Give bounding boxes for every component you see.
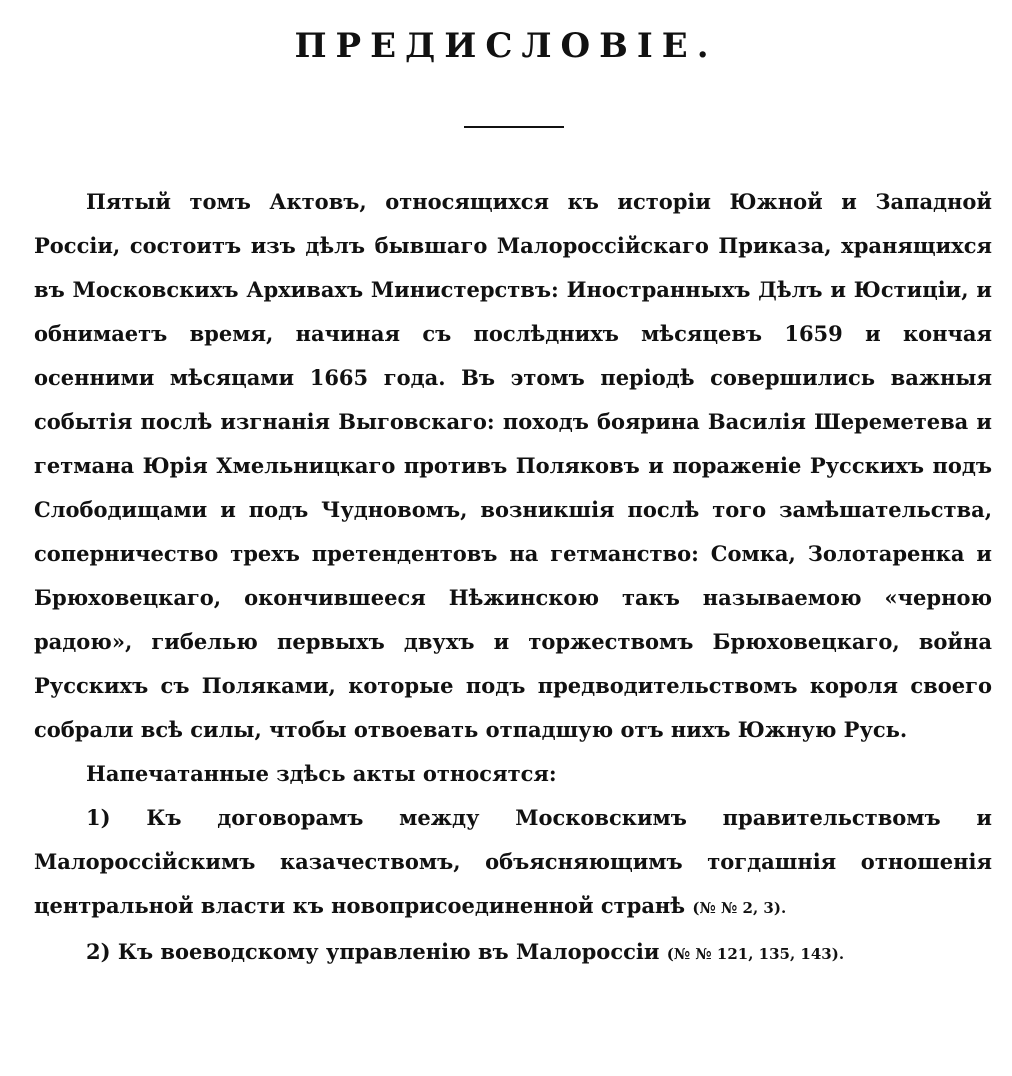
page-title: ПРЕДИСЛОВІЕ. [294, 26, 718, 66]
preface-body [34, 180, 992, 976]
list-item-2-text: 2) Къ воеводскому управленію въ Малороссіи [86, 939, 660, 964]
list-item-1-ref: (№ № 2, 3). [692, 899, 787, 917]
list-item-2 [34, 930, 992, 976]
acts-intro: Напечатанные здѣсь акты относятся: [86, 761, 557, 786]
list-item-1 [34, 796, 992, 930]
intro-paragraph: Пятый томъ Актовъ, относящихся къ исторіи Южной и Западной Россіи, состоитъ изъ дѣлъ бывшаго Малороссійскаго Приказа, хранящихся въ Московскихъ Архивахъ Министерствъ: Иностранныхъ Дѣлъ и Юстиціи, и обнимаетъ время, начиная съ послѣднихъ мѣсяцевъ 1659 и кончая осенними мѣсяцами 1665 года. Въ этомъ періодѣ совершились важныя событія послѣ изгнанія Выговскаго: походъ боярина Василія Шереметева и гетмана Юрія Хмельницкаго противъ Поляковъ и пораженіе Русскихъ подъ Слободищами и подъ Чудновомъ, возникшія послѣ того замѣшательства, соперничество трехъ претендентовъ на гетманство: Сомка, Золотаренка и Брюховецкаго, окончившееся Нѣжинскою такъ называемою «черною радою», гибелью первыхъ двухъ и торжествомъ Брюховецкаго, война Русскихъ съ Поляками, которые подъ предводительствомъ короля своего собрали всѣ силы, чтобы отвоевать отпадшую отъ нихъ Южную Русь. [34, 189, 992, 742]
list-item-1-text: 1) Къ договорамъ между Московскимъ правительствомъ и Малороссійскимъ казачествомъ, объясняющимъ тогдашнія отношенія центральной власти къ новоприсоединенной странѣ [34, 805, 992, 918]
list-item-2-ref: (№ № 121, 135, 143). [666, 945, 845, 963]
title-divider [464, 126, 564, 128]
